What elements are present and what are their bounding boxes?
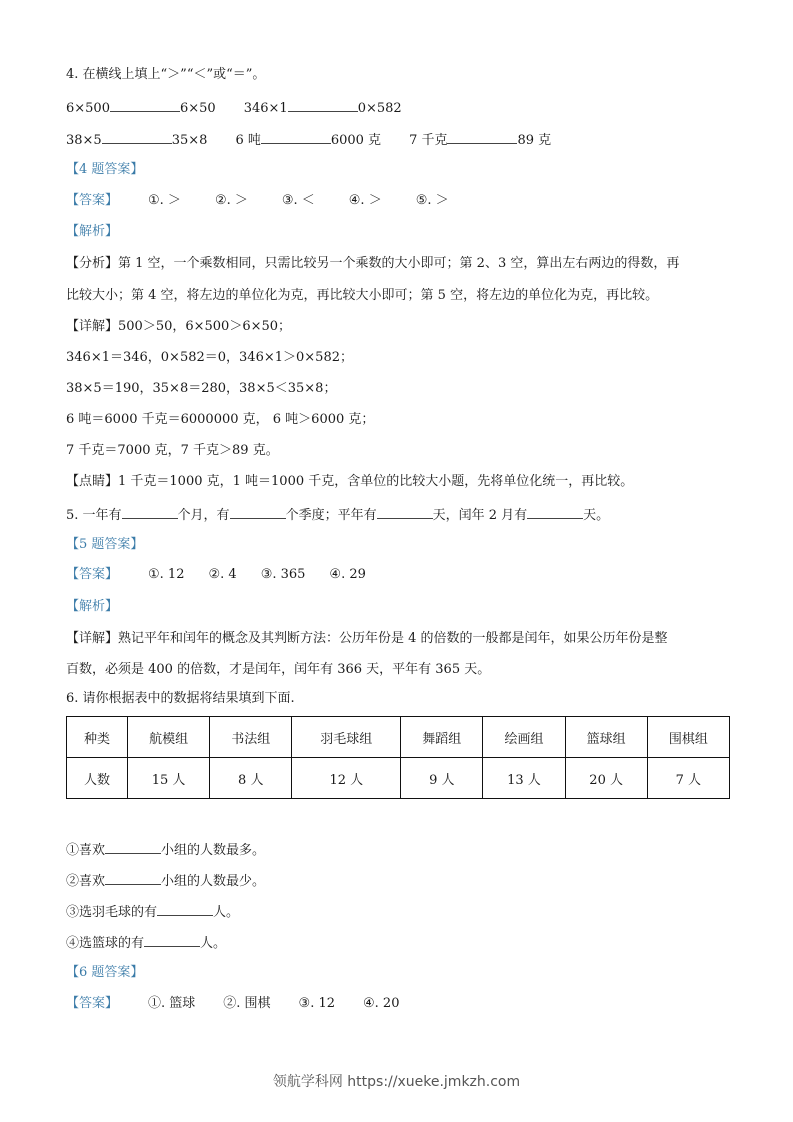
answer-blank[interactable] <box>105 871 161 885</box>
q5-text: 个月，有 <box>177 508 230 523</box>
q4-detail-line: 【详解】500＞50，6×500＞6×50； <box>66 319 292 334</box>
q4-row2 <box>66 130 551 150</box>
table-header-row <box>67 717 730 758</box>
table-cell: 舞蹈组 <box>401 717 483 758</box>
footer-watermark: 领航学科网 https://xueke.jmkzh.com <box>272 1074 521 1090</box>
answer-blank[interactable] <box>110 98 180 112</box>
q5-text: 天，闰年 2 月有 <box>432 508 528 523</box>
answer-blank[interactable] <box>288 98 358 112</box>
answer-blank[interactable] <box>144 933 200 947</box>
answer-blank[interactable] <box>261 130 331 144</box>
q6-text: ②喜欢 <box>66 874 106 889</box>
q4-detail-line: 38×5＝190，35×8＝280，38×5＜35×8； <box>66 381 337 396</box>
answer-blank[interactable] <box>105 840 161 854</box>
q6-answer-row <box>66 995 399 1013</box>
q5-text: 5. 一年有 <box>66 508 122 523</box>
answer-item: ①. ＞ <box>148 193 181 208</box>
answer-item: ②. ＞ <box>214 193 248 208</box>
table-cell: 篮球组 <box>565 717 647 758</box>
q6-answer-header: 【6 题答案】 <box>66 965 144 980</box>
answer-blank[interactable] <box>122 505 178 519</box>
answer-blank[interactable] <box>527 505 583 519</box>
table-cell: 羽毛球组 <box>292 717 401 758</box>
table-cell: 书法组 <box>210 717 292 758</box>
q4-analysis-line: 比较大小；第 4 空，将左边的单位化为克，再比较大小即可；第 5 空，将左边的单位化为克，再比较。 <box>66 288 659 303</box>
table-cell: 12 人 <box>292 758 401 799</box>
q6-sub-question <box>66 871 265 891</box>
answer-item: ③. 365 <box>260 567 306 582</box>
q5-text: 天。 <box>583 508 610 523</box>
q6-text: 人。 <box>200 936 227 951</box>
answer-item: ②. 围棋 <box>223 996 271 1011</box>
answer-item: ③. ＜ <box>281 193 315 208</box>
q4-expr-right: 6×50 <box>179 101 216 116</box>
q6-text: 小组的人数最多。 <box>161 843 266 858</box>
q6-text: ③选羽毛球的有 <box>66 905 158 920</box>
table-cell: 7 人 <box>647 758 729 799</box>
q4-analysis-header: 【解析】 <box>66 224 119 239</box>
table-cell: 人数 <box>67 758 128 799</box>
answer-item: ④. 29 <box>329 567 366 582</box>
answer-item: ⑤. ＞ <box>415 193 449 208</box>
table-row <box>67 758 730 799</box>
q4-title: 4. 在横线上填上“＞”“＜”或“＝”。 <box>66 67 266 82</box>
q4-detail-line: 346×1＝346，0×582＝0，346×1＞0×582； <box>66 350 353 365</box>
q4-expr-right: 6000 克 <box>330 133 382 148</box>
q6-text: 人。 <box>213 905 240 920</box>
answer-item: ④. ＞ <box>348 193 382 208</box>
table-cell: 13 人 <box>483 758 565 799</box>
q4-expr-right: 89 克 <box>517 133 552 148</box>
table-cell: 航模组 <box>128 717 210 758</box>
q5-detail-line: 【详解】熟记平年和闰年的概念及其判断方法：公历年份是 4 的倍数的一般都是闰年，如果公历年份是整 <box>66 631 668 646</box>
answer-blank[interactable] <box>102 130 172 144</box>
answer-item: ②. 4 <box>208 567 237 582</box>
q5-text: 个季度；平年有 <box>285 508 377 523</box>
answer-blank[interactable] <box>377 505 433 519</box>
answer-blank[interactable] <box>157 902 213 916</box>
answer-blank[interactable] <box>447 130 517 144</box>
q5-answer-row <box>66 566 366 584</box>
table-cell: 绘画组 <box>483 717 565 758</box>
q4-expr-left: 7 千克 <box>409 133 448 148</box>
table-cell: 9 人 <box>401 758 483 799</box>
q6-sub-question <box>66 840 265 860</box>
answer-label: 【答案】 <box>66 193 119 208</box>
group-table <box>66 716 730 799</box>
answer-blank[interactable] <box>230 505 286 519</box>
table-cell: 15 人 <box>128 758 210 799</box>
q6-text: ④选篮球的有 <box>66 936 145 951</box>
table-cell: 围棋组 <box>647 717 729 758</box>
q5-answer-header: 【5 题答案】 <box>66 537 144 552</box>
q4-expr-left: 38×5 <box>66 133 102 148</box>
answer-label: 【答案】 <box>66 996 119 1011</box>
table-cell: 种类 <box>67 717 128 758</box>
q4-detail-line: 6 吨＝6000 千克＝6000000 克， 6 吨＞6000 克； <box>66 412 375 427</box>
q4-analysis-line: 【分析】第 1 空，一个乘数相同，只需比较另一个乘数的大小即可；第 2、3 空，算出左右两边的得数，再 <box>66 256 680 271</box>
q6-sub-question <box>66 902 239 922</box>
q6-title: 6. 请你根据表中的数据将结果填到下面. <box>66 691 295 706</box>
q4-answer-header: 【4 题答案】 <box>66 162 144 177</box>
answer-item: ③. 12 <box>298 996 336 1011</box>
q6-text: 小组的人数最少。 <box>161 874 266 889</box>
q6-text: ①喜欢 <box>66 843 106 858</box>
answer-item: ①. 篮球 <box>148 996 196 1011</box>
q4-expr-right: 0×582 <box>357 101 402 116</box>
table-cell: 20 人 <box>565 758 647 799</box>
q5-question <box>66 505 609 525</box>
answer-label: 【答案】 <box>66 567 119 582</box>
q5-analysis-header: 【解析】 <box>66 599 119 614</box>
q4-answer-row <box>66 192 449 210</box>
q4-expr-right: 35×8 <box>171 133 208 148</box>
q4-tip: 【点睛】1 千克＝1000 克，1 吨＝1000 千克，含单位的比较大小题，先将单位化统一，再比较。 <box>66 474 634 489</box>
q4-expr-left: 6 吨 <box>235 133 261 148</box>
table-cell: 8 人 <box>210 758 292 799</box>
q4-expr-left: 346×1 <box>243 101 288 116</box>
answer-item: ④. 20 <box>363 996 400 1011</box>
q4-row1 <box>66 98 402 118</box>
q4-detail-line: 7 千克＝7000 克，7 千克＞89 克。 <box>66 443 279 458</box>
q4-expr-left: 6×500 <box>66 101 110 116</box>
q6-sub-question <box>66 933 226 953</box>
q5-detail-line: 百数，必须是 400 的倍数，才是闰年，闰年有 366 天，平年有 365 天。 <box>66 662 491 677</box>
answer-item: ①. 12 <box>148 567 185 582</box>
